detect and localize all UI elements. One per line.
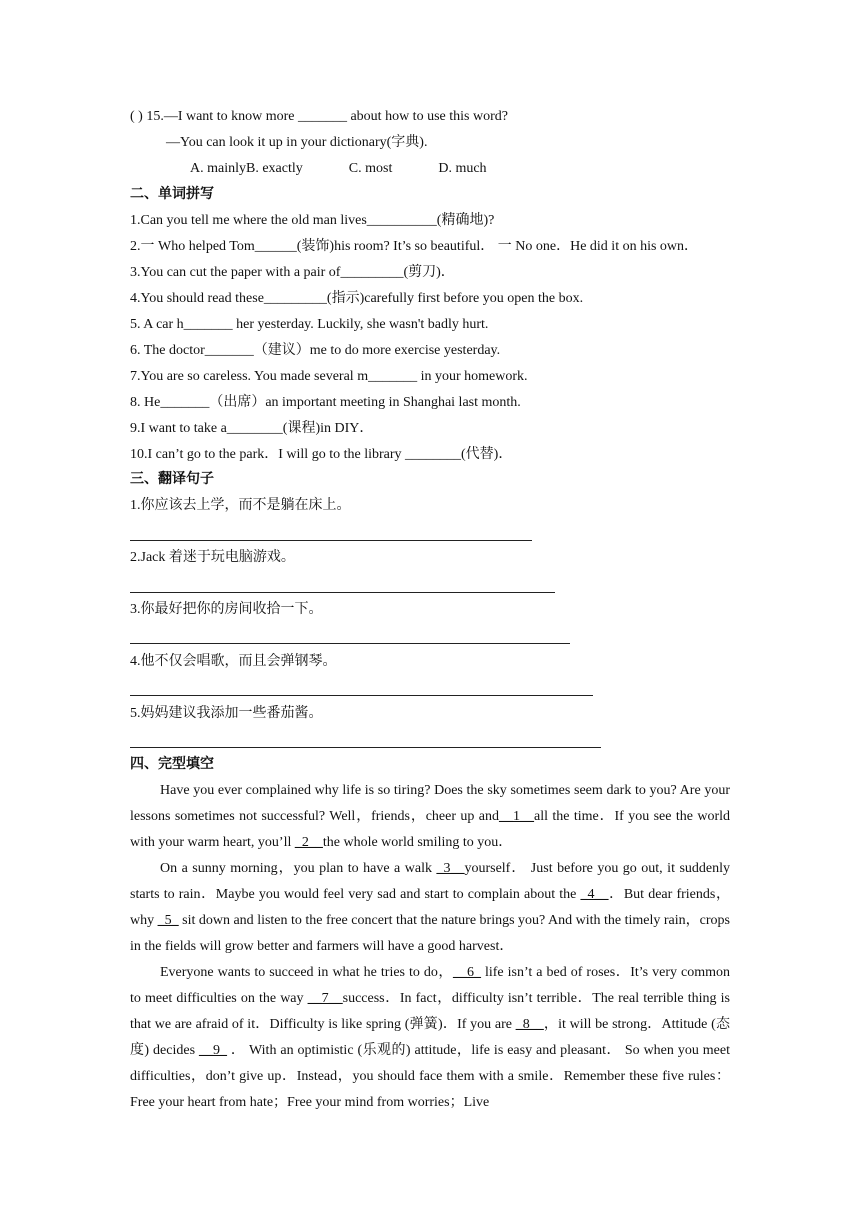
section-3-heading: 三、翻译句子 bbox=[130, 472, 214, 487]
spelling-item-8: 8. He_______（出席）an important meeting in Shanghai last month. bbox=[130, 395, 521, 410]
section-4-heading: 四、完型填空 bbox=[130, 757, 214, 772]
spelling-item-7: 7.You are so careless. You made several m_______ in your homework. bbox=[130, 369, 528, 384]
blank-8: _8__ bbox=[515, 1017, 544, 1032]
translate-item-4: 4.他不仅会唱歌，而且会弹钢琴。 bbox=[130, 654, 337, 669]
blank-3: _3__ bbox=[436, 861, 465, 876]
blank-7: __7__ bbox=[307, 991, 343, 1006]
translate-item-5: 5.妈妈建议我添加一些番茄酱。 bbox=[130, 706, 323, 721]
spelling-item-6: 6. The doctor_______（建议）me to do more exercise yesterday. bbox=[130, 343, 501, 358]
blank-1: __1__ bbox=[499, 809, 535, 824]
option-d: D. much bbox=[438, 161, 487, 176]
cloze-paragraph-1: Have you ever complained why life is so tiring? Does the sky sometimes seem dark to you? Are your lessons sometimes not successful? Well，friends，cheer up and__1__all the time．If you see the world with your warm heart, you’ll _2__the whole world smiling to you． bbox=[130, 783, 731, 850]
translate-item-3: 3.你最好把你的房间收拾一下。 bbox=[130, 602, 323, 617]
blank-9: __9_ bbox=[198, 1043, 227, 1058]
translate-item-2: 2.Jack 着迷于玩电脑游戏。 bbox=[130, 550, 295, 565]
blank-2: _2__ bbox=[294, 835, 323, 850]
cloze-paragraph-2: On a sunny morning，you plan to have a walk _3__yourself． Just before you go out, it suddenly starts to rain．Maybe you would feel very sad and start to complain about the _4__．But dear friends，why _5_ sit down and listen to the free concert that the nature brings you? And with the timely rain，crops in the fields will grow better and farmers will have a good harvest． bbox=[130, 861, 730, 954]
spelling-item-10: 10.I can’t go to the park．I will go to the library ________(代替)． bbox=[130, 447, 513, 462]
spelling-item-5: 5. A car h_______ her yesterday. Luckily, she wasn't badly hurt. bbox=[130, 317, 489, 332]
spelling-item-9: 9.I want to take a________(课程)in DIY． bbox=[130, 421, 374, 436]
answer-line-5 bbox=[130, 747, 601, 748]
spelling-item-1: 1.Can you tell me where the old man lives__________(精确地)? bbox=[130, 213, 495, 228]
spelling-item-4: 4.You should read these_________(指示)carefully first before you open the box. bbox=[130, 291, 584, 306]
translate-item-1: 1.你应该去上学，而不是躺在床上。 bbox=[130, 498, 351, 513]
option-b: B. exactly bbox=[246, 161, 303, 176]
blank-6: __6_ bbox=[452, 965, 481, 980]
cloze-paragraph-3: Everyone wants to succeed in what he tries to do，__6_ life isn’t a bed of roses．It’s very common to meet difficulties on the way __7__success．In fact，difficulty isn’t terrible．The real terrible thing is that we are afraid of it．Difficulty is like spring (弹簧)．If you are _8__，it will be strong．Attitude (态度) decides __9_ ． With an optimistic (乐观的) attitude，life is easy and pleasant． So when you meet difficulties，don’t give up．Instead，you should face them with a smile．Remember these five rules：Free your heart from hate；Free your mind from worries；Live bbox=[130, 965, 731, 1110]
question-15-reply: —You can look it up in your dictionary(字典). bbox=[166, 135, 428, 150]
question-15-options bbox=[190, 159, 487, 179]
option-c: C. most bbox=[348, 161, 393, 176]
option-a: A. mainly bbox=[190, 161, 246, 176]
question-15: ( ) 15.—I want to know more _______ about how to use this word? bbox=[130, 109, 508, 124]
answer-line-3 bbox=[130, 643, 570, 644]
spelling-item-2: 2.一 Who helped Tom______(装饰)his room? It’s so beautiful． 一 No one．He did it on his own． bbox=[130, 239, 699, 254]
blank-5: _5_ bbox=[157, 913, 179, 928]
spelling-item-3: 3.You can cut the paper with a pair of_________(剪刀)． bbox=[130, 265, 455, 280]
section-2-heading: 二、单词拼写 bbox=[130, 187, 214, 202]
blank-4: _4__ bbox=[580, 887, 609, 902]
answer-line-2 bbox=[130, 592, 555, 593]
cloze-passage bbox=[130, 778, 730, 1116]
answer-line-1 bbox=[130, 540, 532, 541]
answer-line-4 bbox=[130, 695, 593, 696]
